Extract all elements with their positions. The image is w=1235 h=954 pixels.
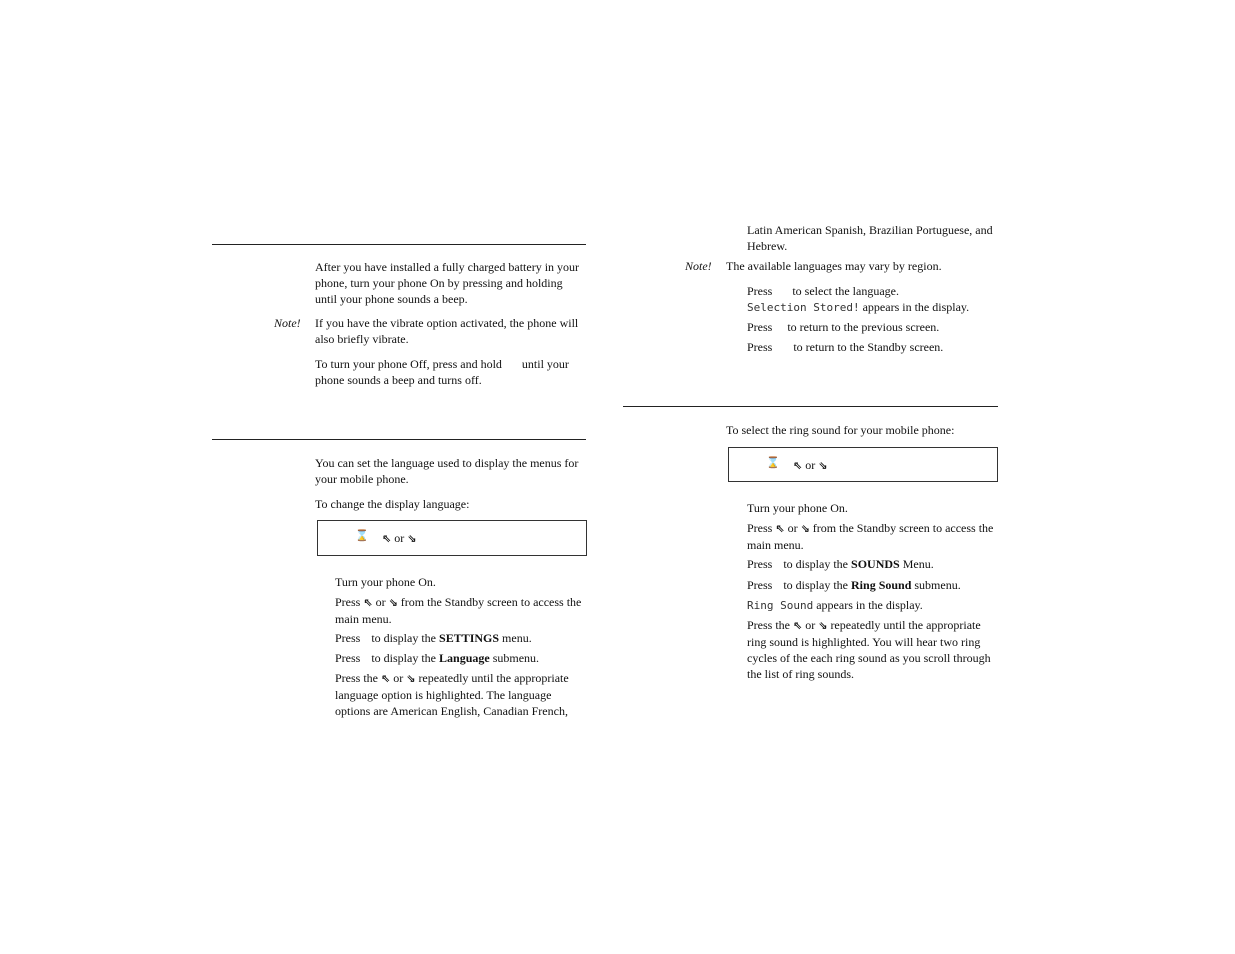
step-text: to select the language. (792, 284, 899, 298)
power-on-paragraph: After you have installed a fully charged battery in your phone, turn your phone On by pressing and holding until your phone sounds a beep. (315, 260, 580, 306)
nav-down-icon: ⇘ (406, 672, 416, 685)
step-text: repeatedly until the appropriate language option is highlighted. The language options are American English, Canadian French, (335, 671, 569, 718)
nav-up-icon: ⇖ (382, 532, 392, 545)
vibrate-note: If you have the vibrate option activated, the phone will also briefly vibrate. (315, 316, 579, 346)
ring-step-1: Turn your phone On. (747, 501, 848, 515)
hourglass-icon: ⌛ (355, 529, 369, 542)
power-off-text-a: To turn your phone Off, press and hold (315, 357, 502, 371)
select-language-step (747, 283, 997, 316)
section-rule-language (212, 439, 586, 440)
step-or: or (787, 521, 798, 535)
language-intro: You can set the language used to display the menus for your mobile phone. (315, 456, 579, 486)
ring-sound-submenu-name: Ring Sound (851, 578, 912, 592)
standby-screen-step (747, 339, 997, 355)
step-text: Menu. (902, 557, 934, 571)
language-submenu-name: Language (439, 651, 490, 665)
step-text: repeatedly until the appropriate ring sound is highlighted. You will hear two ring cycles of the each ring sound as you scroll through the list of ring sounds. (747, 618, 991, 681)
language-shortcut-box (317, 520, 587, 556)
step-text: Press (335, 651, 361, 665)
step-text: to display the (371, 651, 437, 665)
ring-step-4 (747, 577, 997, 593)
nav-down-icon: ⇘ (818, 619, 828, 632)
section-rule-power (212, 244, 586, 245)
box-or-text: or (394, 531, 405, 545)
nav-up-icon: ⇖ (793, 459, 803, 472)
ring-shortcut-box (728, 447, 998, 482)
step-or: or (393, 671, 404, 685)
power-off-text-b: until your phone sounds a beep and turns off. (315, 357, 569, 387)
step-text: Press (747, 340, 773, 354)
step-text: to display the (783, 557, 849, 571)
power-off-paragraph (315, 356, 585, 388)
step-text: Press (335, 631, 361, 645)
step-text: appears in the display. (816, 598, 923, 612)
language-step-1: Turn your phone On. (335, 575, 436, 589)
step-text: from the Standby screen to access the main menu. (747, 521, 994, 552)
box-or-text: or (805, 458, 816, 472)
step-text: Press the (335, 671, 378, 685)
region-note: The available languages may vary by region. (726, 259, 942, 273)
nav-up-icon: ⇖ (775, 522, 785, 535)
nav-down-icon: ⇘ (388, 596, 398, 609)
nav-down-icon: ⇘ (818, 459, 828, 472)
step-text: from the Standby screen to access the main menu. (335, 595, 582, 626)
step-text: to return to the Standby screen. (793, 340, 944, 354)
ring-step-2 (747, 520, 997, 553)
step-text: to display the (783, 578, 849, 592)
ring-sound-intro: To select the ring sound for your mobile phone: (726, 423, 955, 437)
step-text: Press (747, 557, 773, 571)
nav-up-icon: ⇖ (363, 596, 373, 609)
step-text: to return to the previous screen. (787, 320, 940, 334)
step-text: submenu. (492, 651, 540, 665)
step-or: or (805, 618, 816, 632)
step-or: or (375, 595, 386, 609)
settings-menu-name: SETTINGS (439, 631, 500, 645)
language-change-lead: To change the display language: (315, 497, 470, 511)
language-step-3 (335, 630, 590, 646)
sounds-menu-name: SOUNDS (851, 557, 900, 571)
language-step-2 (335, 594, 590, 627)
step-text: Press (747, 284, 773, 298)
step-text: appears in the display. (862, 300, 970, 314)
note-label: Note! (274, 316, 301, 330)
navigation-keys (382, 530, 416, 547)
note-label: Note! (685, 259, 712, 273)
ring-step-3 (747, 556, 997, 572)
language-options-continued: Latin American Spanish, Brazilian Portuguese, and Hebrew. (747, 223, 993, 253)
step-text: menu. (502, 631, 532, 645)
step-text: submenu. (914, 578, 961, 592)
hourglass-icon: ⌛ (766, 456, 780, 469)
section-rule-ring-sound (623, 406, 998, 407)
step-text: Press (747, 320, 773, 334)
nav-up-icon: ⇖ (793, 619, 803, 632)
step-text: Press (747, 521, 773, 535)
language-step-4 (335, 650, 590, 666)
step-text: Press (747, 578, 773, 592)
ring-step-6 (747, 617, 997, 682)
display-message: Selection Stored! (747, 301, 860, 314)
nav-up-icon: ⇖ (381, 672, 391, 685)
ring-step-5 (747, 597, 997, 614)
step-text: Press (335, 595, 361, 609)
nav-down-icon: ⇘ (407, 532, 417, 545)
display-message: Ring Sound (747, 599, 814, 612)
previous-screen-step (747, 319, 997, 335)
nav-down-icon: ⇘ (800, 522, 810, 535)
language-step-5 (335, 670, 580, 719)
step-text: Press the (747, 618, 790, 632)
navigation-keys (793, 457, 827, 474)
step-text: to display the (371, 631, 437, 645)
